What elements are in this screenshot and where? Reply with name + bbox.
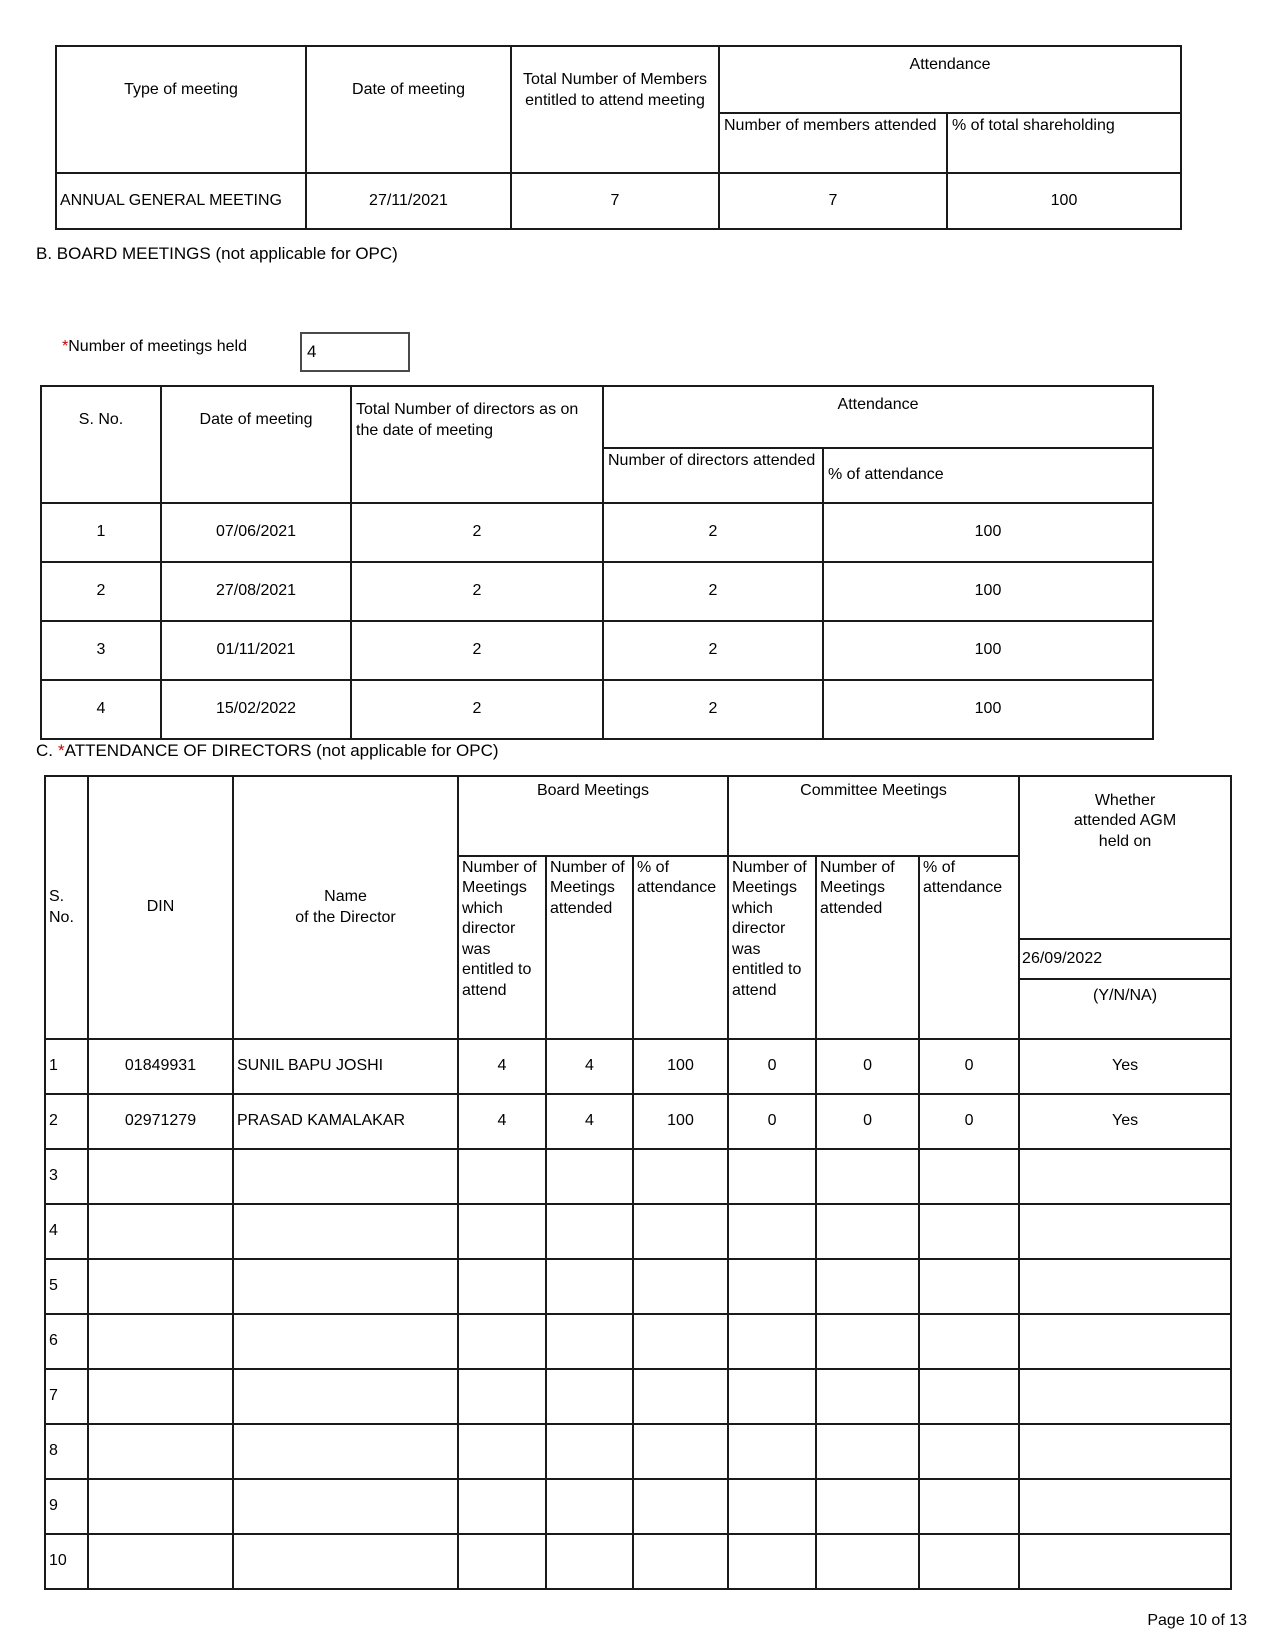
cell-bm-entitled <box>458 1534 546 1589</box>
page-number: Page 10 of 13 <box>1147 1612 1247 1629</box>
cell-cm-attended <box>816 1479 919 1534</box>
col-header-total-members: Total Number of Members entitled to attend meeting <box>511 46 719 173</box>
cell-bm-entitled: 4 <box>458 1039 546 1094</box>
cell-date: 15/02/2022 <box>161 680 351 739</box>
col-header-bm-entitled: Number of Meetings which director was entitled to attend <box>458 856 546 1039</box>
cell-total-directors: 2 <box>351 621 603 680</box>
cell-cm-pct <box>919 1259 1019 1314</box>
cell-sno: 2 <box>45 1094 88 1149</box>
cell-sno: 1 <box>45 1039 88 1094</box>
cell-cm-entitled <box>728 1534 816 1589</box>
cell-din <box>88 1259 233 1314</box>
col-header-pct-shareholding: % of total shareholding <box>947 113 1181 173</box>
col-header-cm-pct: % of attendance <box>919 856 1019 1039</box>
cell-total-directors: 2 <box>351 680 603 739</box>
cell-bm-entitled <box>458 1424 546 1479</box>
cell-pct-attendance: 100 <box>823 503 1153 562</box>
cell-bm-attended <box>546 1149 633 1204</box>
cell-bm-attended <box>546 1534 633 1589</box>
cell-bm-pct <box>633 1314 728 1369</box>
cell-cm-entitled <box>728 1479 816 1534</box>
cell-sno: 8 <box>45 1424 88 1479</box>
cell-sno: 1 <box>41 503 161 562</box>
cell-agm: Yes <box>1019 1039 1231 1094</box>
cell-pct-shareholding: 100 <box>947 173 1181 229</box>
group-header-attendance: Attendance <box>719 46 1181 113</box>
table-row <box>45 1534 1231 1589</box>
cell-directors-attended: 2 <box>603 621 823 680</box>
cell-director-name <box>233 1259 458 1314</box>
cell-bm-entitled: 4 <box>458 1094 546 1149</box>
col-header-date-of-meeting: Date of meeting <box>161 386 351 503</box>
directors-attendance-table <box>44 775 1232 1590</box>
col-header-din: DIN <box>88 776 233 1039</box>
cell-din <box>88 1479 233 1534</box>
cell-bm-pct: 100 <box>633 1094 728 1149</box>
cell-agm <box>1019 1534 1231 1589</box>
cell-sno: 9 <box>45 1479 88 1534</box>
table-row <box>41 621 1153 680</box>
cell-director-name <box>233 1479 458 1534</box>
cell-cm-entitled <box>728 1259 816 1314</box>
cell-cm-pct: 0 <box>919 1094 1019 1149</box>
cell-sno: 4 <box>41 680 161 739</box>
cell-cm-pct <box>919 1369 1019 1424</box>
group-header-committee-meetings: Committee Meetings <box>728 776 1019 856</box>
table-row <box>45 1259 1231 1314</box>
cell-agm: Yes <box>1019 1094 1231 1149</box>
cell-sno: 4 <box>45 1204 88 1259</box>
table-row <box>45 1094 1231 1149</box>
col-header-cm-entitled: Number of Meetings which director was entitled to attend <box>728 856 816 1039</box>
cell-directors-attended: 2 <box>603 562 823 621</box>
col-header-agm-attended: Whether attended AGM held on <box>1019 776 1231 939</box>
cell-cm-attended <box>816 1424 919 1479</box>
cell-bm-pct <box>633 1369 728 1424</box>
cell-sno: 10 <box>45 1534 88 1589</box>
table-row <box>56 173 1181 229</box>
cell-agm <box>1019 1479 1231 1534</box>
col-header-bm-pct: % of attendance <box>633 856 728 1039</box>
cell-bm-pct <box>633 1424 728 1479</box>
cell-agm <box>1019 1314 1231 1369</box>
cell-pct-attendance: 100 <box>823 680 1153 739</box>
cell-director-name: PRASAD KAMALAKAR <box>233 1094 458 1149</box>
cell-cm-entitled <box>728 1149 816 1204</box>
col-header-total-directors: Total Number of directors as on the date of meeting <box>351 386 603 503</box>
cell-total-members: 7 <box>511 173 719 229</box>
cell-din: 01849931 <box>88 1039 233 1094</box>
table-row <box>45 1314 1231 1369</box>
agm-date-cell: 26/09/2022 <box>1019 939 1231 979</box>
cell-bm-entitled <box>458 1369 546 1424</box>
cell-bm-pct: 100 <box>633 1039 728 1094</box>
col-header-director-name: Name of the Director <box>233 776 458 1039</box>
section-b-heading: B. BOARD MEETINGS (not applicable for OPC) <box>36 244 398 263</box>
cell-meeting-type: ANNUAL GENERAL MEETING <box>56 173 306 229</box>
cell-bm-attended <box>546 1479 633 1534</box>
cell-din <box>88 1204 233 1259</box>
table-row <box>41 503 1153 562</box>
cell-bm-attended <box>546 1259 633 1314</box>
cell-bm-entitled <box>458 1204 546 1259</box>
cell-cm-pct <box>919 1314 1019 1369</box>
col-header-sno: S. No. <box>41 386 161 503</box>
cell-bm-pct <box>633 1149 728 1204</box>
col-header-cm-attended: Number of Meetings attended <box>816 856 919 1039</box>
cell-din <box>88 1369 233 1424</box>
cell-bm-attended <box>546 1424 633 1479</box>
cell-meeting-date: 27/11/2021 <box>306 173 511 229</box>
cell-director-name <box>233 1314 458 1369</box>
cell-agm <box>1019 1369 1231 1424</box>
cell-bm-entitled <box>458 1259 546 1314</box>
required-asterisk: * <box>62 338 69 355</box>
required-asterisk: * <box>58 741 65 760</box>
cell-cm-pct <box>919 1204 1019 1259</box>
meetings-held-label: *Number of meetings held <box>62 338 247 355</box>
table-row <box>45 1424 1231 1479</box>
agm-ynna-cell: (Y/N/NA) <box>1019 979 1231 1039</box>
cell-date: 27/08/2021 <box>161 562 351 621</box>
cell-din <box>88 1424 233 1479</box>
meetings-held-input[interactable] <box>300 332 410 372</box>
cell-cm-pct <box>919 1479 1019 1534</box>
col-header-pct-attendance: % of attendance <box>823 448 1153 503</box>
cell-total-directors: 2 <box>351 503 603 562</box>
agm-attendance-table <box>55 45 1182 230</box>
cell-cm-entitled <box>728 1424 816 1479</box>
cell-bm-attended: 4 <box>546 1094 633 1149</box>
table-row <box>45 1149 1231 1204</box>
cell-directors-attended: 2 <box>603 503 823 562</box>
cell-din <box>88 1314 233 1369</box>
cell-cm-attended <box>816 1534 919 1589</box>
table-row <box>41 562 1153 621</box>
cell-cm-pct <box>919 1424 1019 1479</box>
cell-date: 07/06/2021 <box>161 503 351 562</box>
cell-bm-attended <box>546 1204 633 1259</box>
cell-director-name <box>233 1204 458 1259</box>
cell-date: 01/11/2021 <box>161 621 351 680</box>
cell-din <box>88 1534 233 1589</box>
cell-bm-entitled <box>458 1149 546 1204</box>
cell-director-name <box>233 1534 458 1589</box>
cell-director-name: SUNIL BAPU JOSHI <box>233 1039 458 1094</box>
cell-cm-entitled <box>728 1369 816 1424</box>
cell-cm-pct <box>919 1534 1019 1589</box>
cell-bm-entitled <box>458 1479 546 1534</box>
cell-agm <box>1019 1204 1231 1259</box>
cell-cm-entitled <box>728 1204 816 1259</box>
table-row <box>45 1479 1231 1534</box>
cell-bm-pct <box>633 1259 728 1314</box>
table-row <box>45 1039 1231 1094</box>
cell-cm-pct <box>919 1149 1019 1204</box>
cell-cm-pct: 0 <box>919 1039 1019 1094</box>
cell-pct-attendance: 100 <box>823 621 1153 680</box>
cell-bm-pct <box>633 1534 728 1589</box>
group-header-board-meetings: Board Meetings <box>458 776 728 856</box>
cell-total-directors: 2 <box>351 562 603 621</box>
section-c-heading: C. *ATTENDANCE OF DIRECTORS (not applicable for OPC) <box>36 741 499 760</box>
cell-sno: 3 <box>41 621 161 680</box>
cell-din <box>88 1149 233 1204</box>
cell-agm <box>1019 1424 1231 1479</box>
col-header-type-of-meeting: Type of meeting <box>56 46 306 173</box>
cell-director-name <box>233 1424 458 1479</box>
cell-sno: 5 <box>45 1259 88 1314</box>
cell-bm-attended <box>546 1369 633 1424</box>
cell-agm <box>1019 1149 1231 1204</box>
board-meetings-table <box>40 385 1154 740</box>
cell-din: 02971279 <box>88 1094 233 1149</box>
cell-bm-entitled <box>458 1314 546 1369</box>
table-row <box>45 1369 1231 1424</box>
cell-cm-attended <box>816 1204 919 1259</box>
cell-agm <box>1019 1259 1231 1314</box>
cell-cm-attended: 0 <box>816 1039 919 1094</box>
col-header-sno: S. No. <box>45 776 88 1039</box>
table-row <box>45 1204 1231 1259</box>
cell-cm-entitled: 0 <box>728 1094 816 1149</box>
cell-director-name <box>233 1369 458 1424</box>
cell-bm-pct <box>633 1204 728 1259</box>
cell-cm-attended <box>816 1314 919 1369</box>
col-header-bm-attended: Number of Meetings attended <box>546 856 633 1039</box>
col-header-directors-attended: Number of directors attended <box>603 448 823 503</box>
cell-sno: 2 <box>41 562 161 621</box>
group-header-attendance: Attendance <box>603 386 1153 448</box>
cell-sno: 6 <box>45 1314 88 1369</box>
cell-cm-entitled <box>728 1314 816 1369</box>
cell-bm-attended: 4 <box>546 1039 633 1094</box>
cell-cm-attended <box>816 1259 919 1314</box>
col-header-date-of-meeting: Date of meeting <box>306 46 511 173</box>
cell-directors-attended: 2 <box>603 680 823 739</box>
col-header-members-attended: Number of members attended <box>719 113 947 173</box>
cell-director-name <box>233 1149 458 1204</box>
cell-bm-attended <box>546 1314 633 1369</box>
cell-pct-attendance: 100 <box>823 562 1153 621</box>
cell-cm-attended: 0 <box>816 1094 919 1149</box>
cell-sno: 3 <box>45 1149 88 1204</box>
cell-members-attended: 7 <box>719 173 947 229</box>
cell-cm-entitled: 0 <box>728 1039 816 1094</box>
cell-sno: 7 <box>45 1369 88 1424</box>
cell-cm-attended <box>816 1149 919 1204</box>
cell-cm-attended <box>816 1369 919 1424</box>
table-row <box>41 680 1153 739</box>
cell-bm-pct <box>633 1479 728 1534</box>
